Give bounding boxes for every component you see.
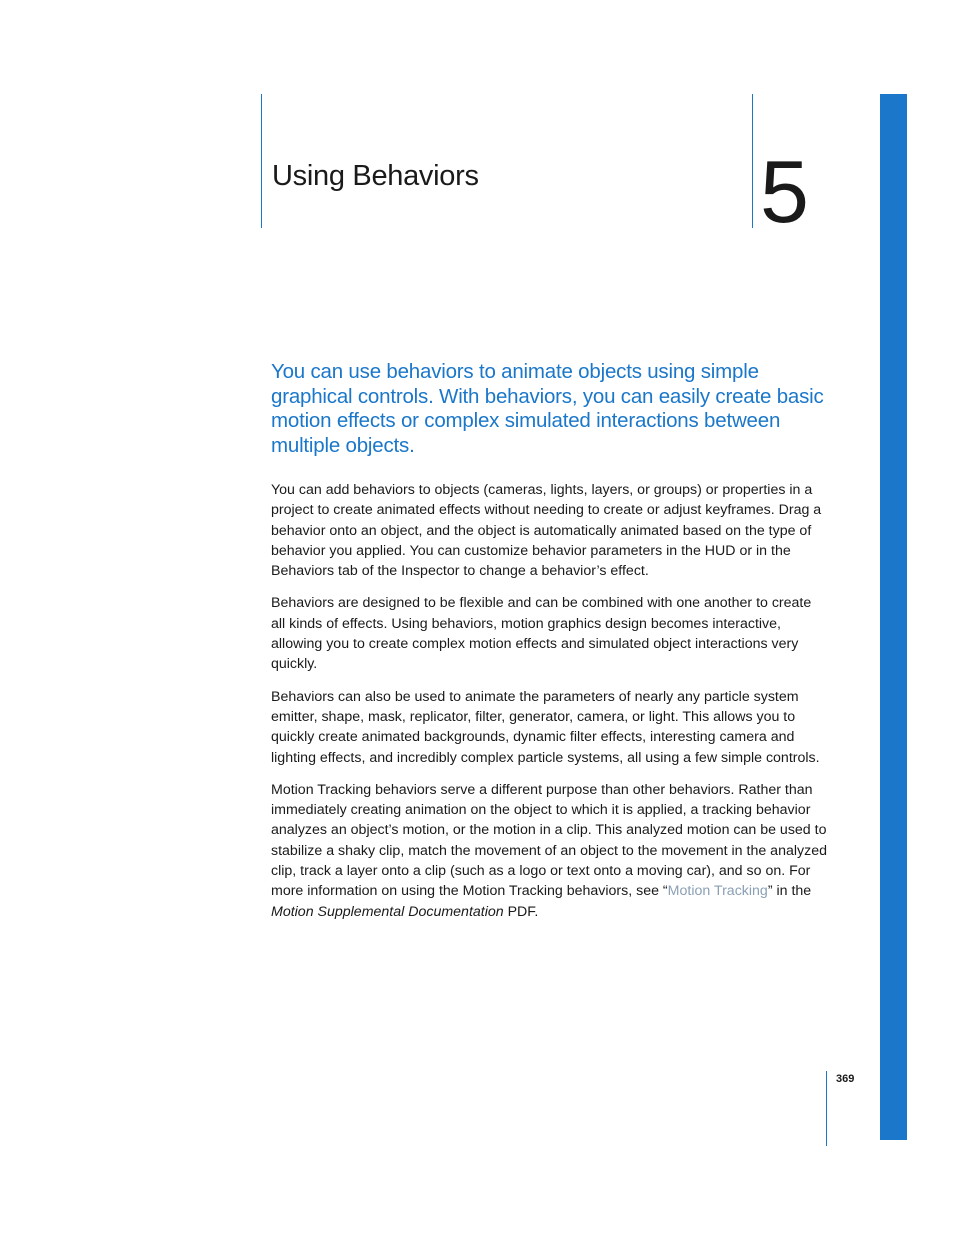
paragraph: You can add behaviors to objects (cameras, lights, layers, or groups) or properties in a project to create animated effects without needing to create or adjust keyframes. Drag a behavior onto an object, and the object is automatically animated based on the type of behavior you applied. You can customize behavior parameters in the HUD or in the Behaviors tab of the Inspector to change a behavior’s effect. [271,482,822,580]
paragraph-text: PDF. [503,903,539,920]
page-number-rule [826,1071,827,1146]
chapter-number: 5 [760,142,809,241]
paragraph: Behaviors can also be used to animate the parameters of nearly any particle system emitter, shape, mask, replicator, filter, generator, camera, or light. This allows you to quickly create animated backgrounds, dynamic filter effects, interesting camera and lighting effects, and incredibly complex particle systems, all using a few simple controls. [271,688,820,766]
chapter-intro: You can use behaviors to animate objects using simple graphical controls. With behaviors, you can easily create basic motion effects or complex simulated interactions between multiple objects. [271,360,824,457]
chapter-side-tab [880,94,907,1140]
body-text [271,480,827,934]
paragraph-text: Motion Tracking behaviors serve a different purpose than other behaviors. Rather than immediately creating animation on the object to which it is applied, a tracking behavior analyzes an object’s motion, or the motion in a clip. This analyzed motion can be used to stabilize a shaky clip, match the movement of an object to the movement in the analyzed clip, track a layer onto a clip (such as a logo or text onto a moving car), and so on. For more information on using the Motion Tracking behaviors, see “ [271,781,827,900]
paragraph [271,780,827,922]
paragraph: Behaviors are designed to be flexible and can be combined with one another to create all kinds of effects. Using behaviors, motion graphics design becomes interactive, allowing you to create complex motion effects and simulated object interactions very quickly. [271,595,812,673]
motion-tracking-link[interactable]: Motion Tracking [667,883,768,900]
page-number: 369 [836,1073,855,1085]
chapter-title: Using Behaviors [272,160,479,192]
document-title: Motion Supplemental Documentation [271,903,504,920]
paragraph-text: ” in the [767,883,812,900]
title-rule-left [261,94,262,228]
title-rule-right [752,94,753,228]
